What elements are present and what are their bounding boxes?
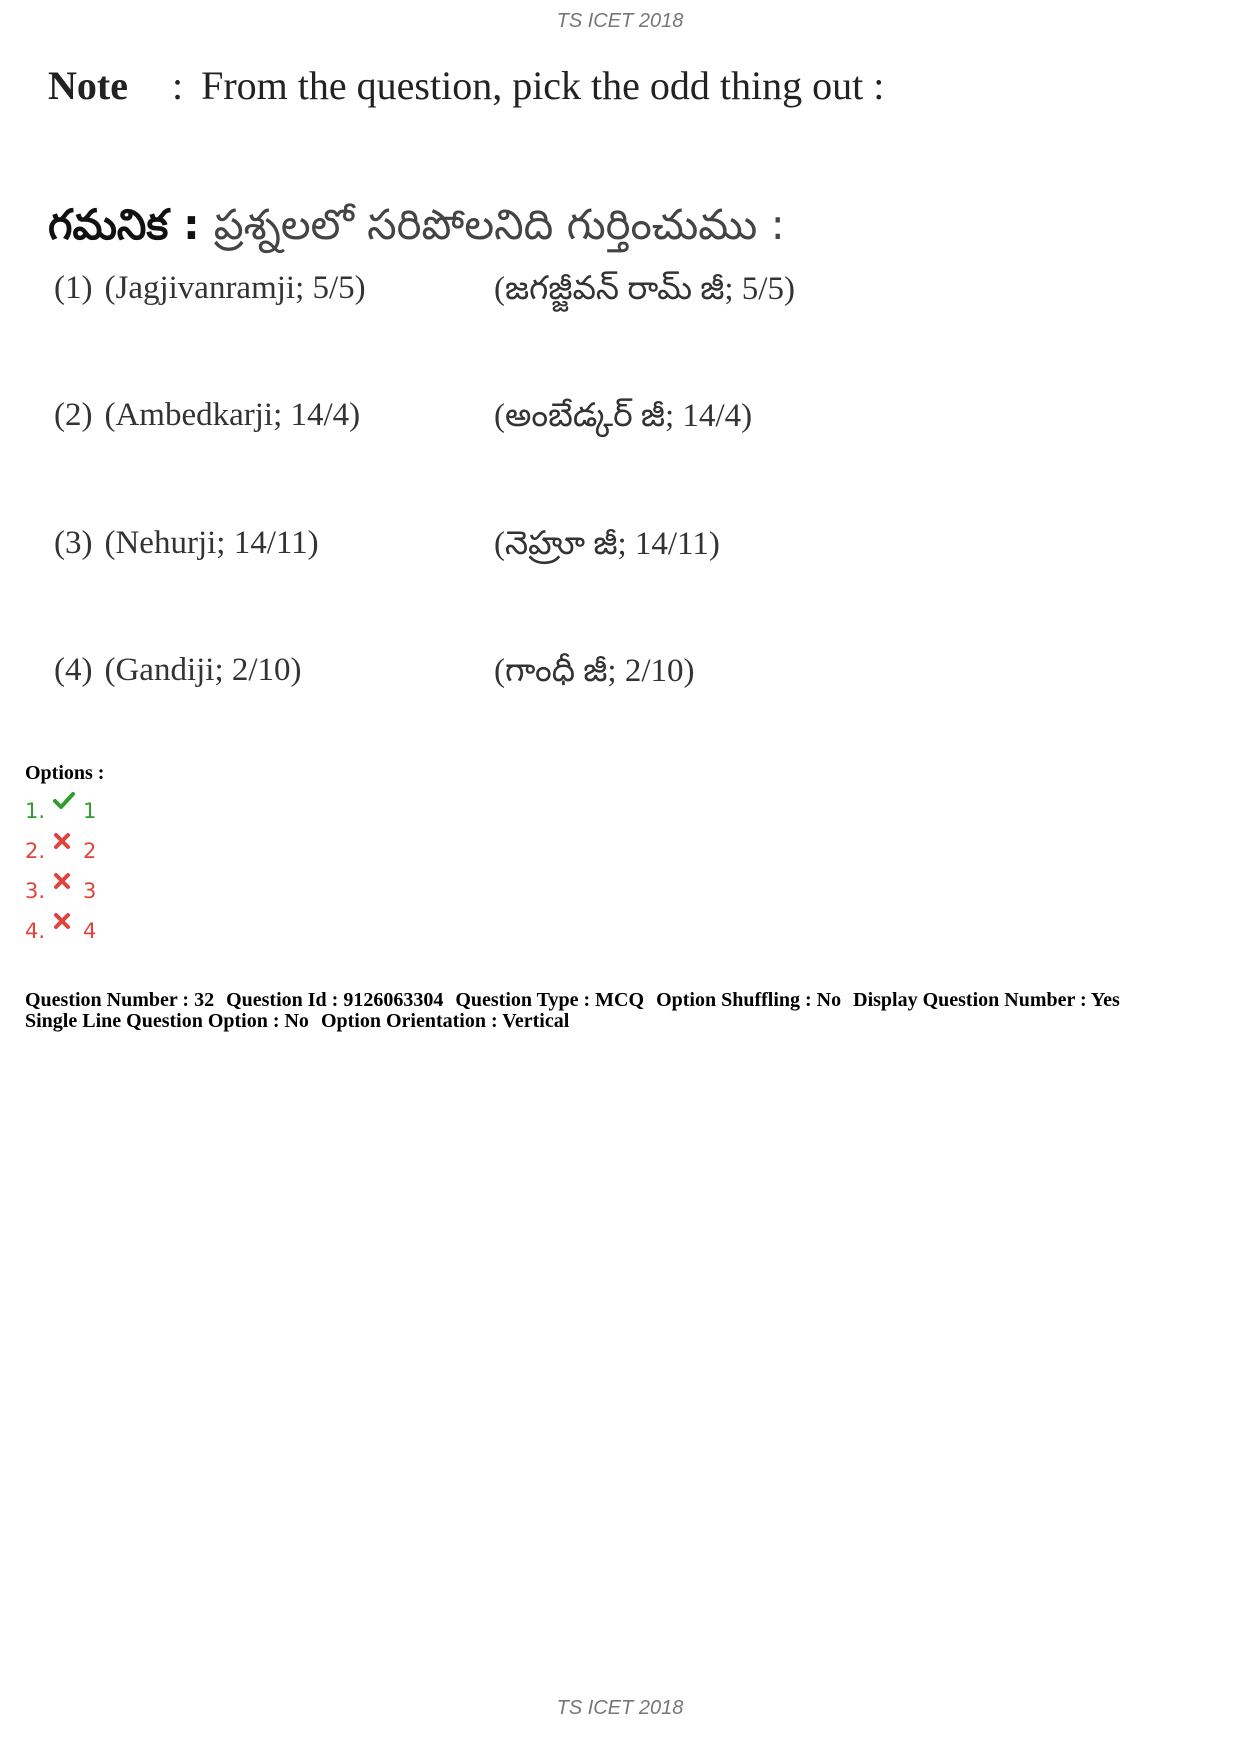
item-number: (4): [54, 652, 93, 688]
telugu-note-label: గమనిక :: [48, 200, 200, 249]
item-number: (3): [54, 525, 93, 561]
option-index: 3.: [25, 879, 46, 903]
note-separator: :: [171, 63, 184, 108]
option-2[interactable]: [25, 831, 104, 871]
cross-icon: [53, 871, 75, 895]
options-title: Options :: [25, 762, 105, 784]
option-value: 4: [83, 919, 97, 943]
note-line: [48, 62, 884, 109]
item-telugu-text: (గాంధీ జీ; 2/10): [494, 653, 695, 689]
item-english: [54, 652, 302, 689]
option-value: 2: [83, 839, 97, 863]
question-type: Question Type : MCQ: [455, 989, 645, 1011]
option-index: 2.: [25, 839, 46, 863]
item-telugu-text: (అంబేడ్కర్ జీ; 14/4): [494, 398, 753, 434]
option-index: 4.: [25, 919, 46, 943]
cross-icon: [53, 831, 75, 855]
option-3[interactable]: [25, 871, 104, 911]
item-english-text: (Jagjivanramji; 5/5): [104, 270, 366, 306]
meta-line-1: [25, 990, 1225, 1011]
item-english-text: (Ambedkarji; 14/4): [104, 397, 361, 433]
option-4[interactable]: [25, 911, 104, 951]
question-id: Question Id : 9126063304: [226, 989, 444, 1011]
item-english: [54, 270, 366, 307]
check-icon: [53, 791, 75, 815]
page-header: TS ICET 2018: [556, 10, 684, 32]
single-line-option: Single Line Question Option : No: [25, 1010, 309, 1032]
options-block: [25, 762, 104, 951]
option-1[interactable]: [25, 791, 104, 831]
option-orientation: Option Orientation : Vertical: [320, 1010, 570, 1032]
item-number: (1): [54, 270, 93, 306]
option-shuffling: Option Shuffling : No: [656, 989, 842, 1011]
item-number: (2): [54, 397, 93, 433]
option-value: 3: [83, 879, 97, 903]
display-question-number: Display Question Number : Yes: [853, 989, 1120, 1011]
item-english: [54, 525, 319, 562]
item-telugu-text: (జగజ్జీవన్ రామ్ జీ; 5/5): [494, 271, 795, 307]
telugu-note-line: [48, 200, 785, 260]
meta-line-2: [25, 1011, 1225, 1032]
question-item-3: [54, 525, 954, 569]
note-text: From the question, pick the odd thing out :: [201, 63, 885, 108]
item-english-text: (Nehurji; 14/11): [104, 525, 319, 561]
item-english: [54, 397, 360, 434]
item-english-text: (Gandiji; 2/10): [104, 652, 302, 688]
question-item-4: [54, 652, 954, 696]
question-item-1: [54, 270, 954, 314]
question-item-2: [54, 397, 954, 441]
question-meta: [25, 990, 1225, 1032]
question-number: Question Number : 32: [25, 989, 215, 1011]
telugu-note-text: ప్రశ్నలలో సరిపోలనిది గుర్తించుము :: [213, 200, 785, 249]
option-value: 1: [83, 799, 97, 823]
question-body: [40, 50, 970, 740]
option-index: 1.: [25, 799, 46, 823]
cross-icon: [53, 911, 75, 935]
note-label: Note: [48, 63, 128, 108]
page-footer: TS ICET 2018: [556, 1697, 684, 1719]
item-telugu-text: (నెహ్రూ జీ; 14/11): [494, 526, 720, 562]
